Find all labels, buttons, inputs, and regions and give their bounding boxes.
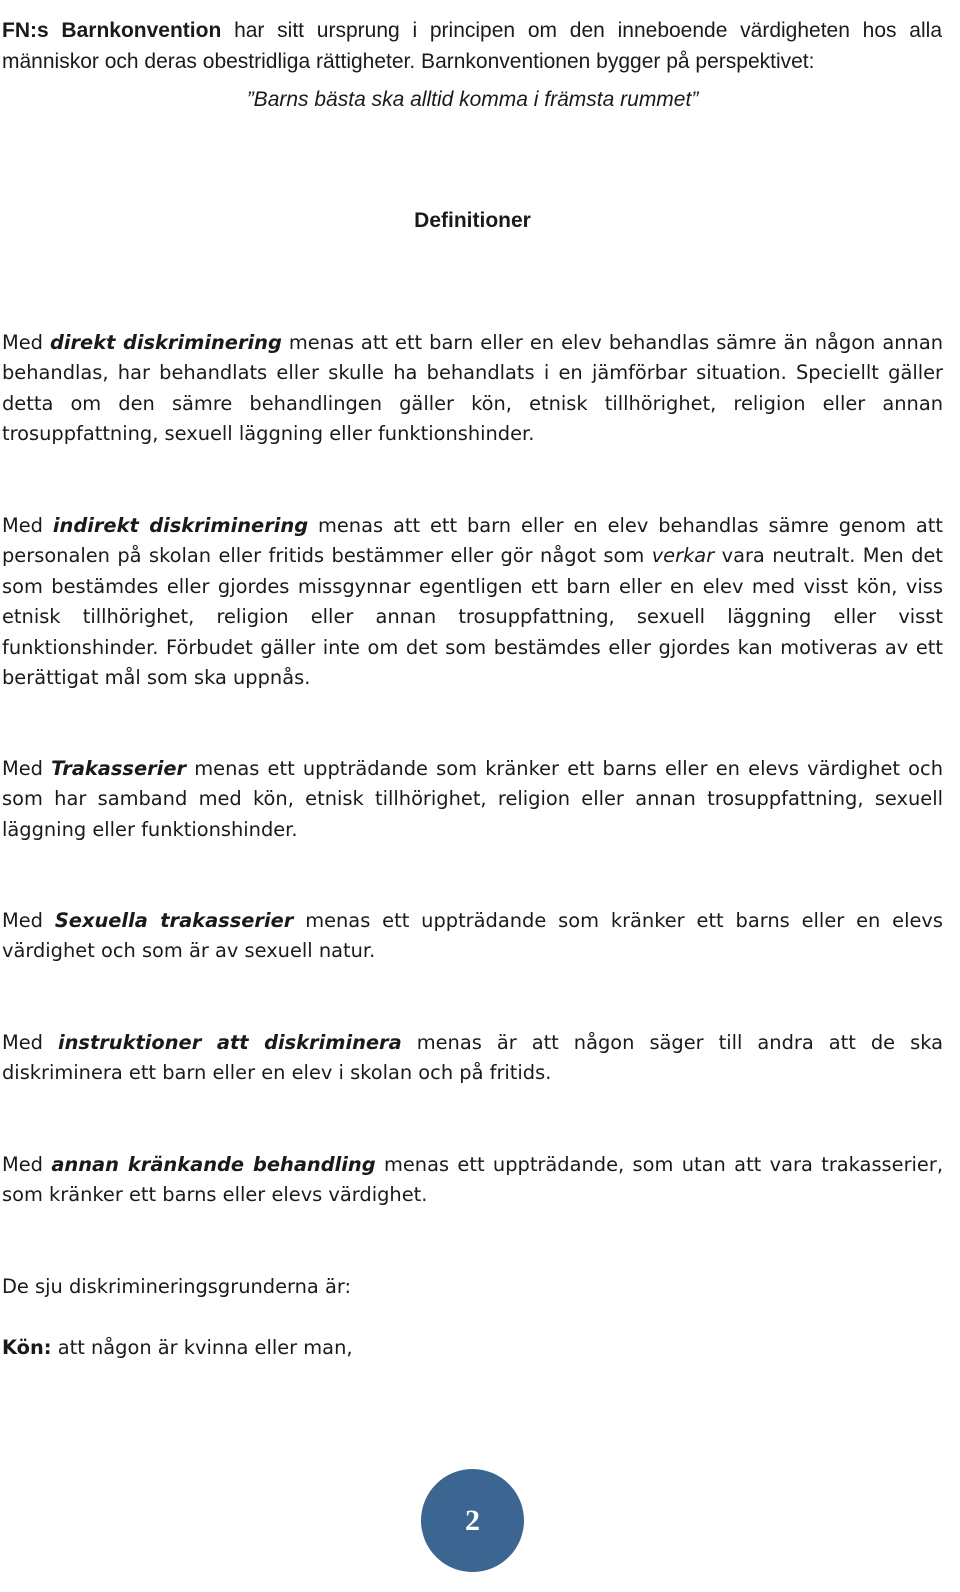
- intro-text: har sitt ursprung i principen om den inneboende värdigheten hos alla människor och deras obestridliga rättigheter. Barnkonventionen bygger på perspektivet:: [2, 19, 942, 73]
- ground-text: att någon är kvinna eller man,: [51, 1336, 353, 1359]
- definition-term: Sexuella trakasserier: [54, 909, 294, 932]
- definition-lead: Med: [2, 514, 53, 537]
- definition-emphasis: verkar: [651, 544, 715, 568]
- definition-term: indirekt diskriminering: [52, 514, 309, 537]
- definition-term: instruktioner att diskriminera: [57, 1031, 402, 1054]
- definition-text: menas att ett barn eller en elev behandlas sämre genom att personalen på skolan eller fritids bestämmer eller gör något som: [2, 514, 943, 568]
- definition-indirect-discrimination: [2, 511, 943, 693]
- definition-text: menas ett uppträdande, som utan att vara trakasserier, som kränker ett barns eller elevs värdighet.: [2, 1153, 943, 1207]
- definition-instructions-to-discriminate: [2, 1028, 943, 1089]
- ground-gender: [2, 1333, 943, 1363]
- intro-paragraph: [2, 15, 942, 77]
- definition-lead: Med: [2, 1031, 58, 1054]
- convention-quote: ”Barns bästa ska alltid komma i främsta rummet”: [246, 88, 699, 111]
- ground-label: Kön:: [2, 1336, 52, 1359]
- section-heading: Definitioner: [414, 209, 531, 232]
- definition-lead: Med: [2, 1153, 52, 1176]
- page-number-badge: [421, 1469, 524, 1572]
- definition-direct-discrimination: [2, 328, 943, 450]
- definition-term: direkt diskriminering: [49, 331, 282, 354]
- definition-term: annan kränkande behandling: [51, 1153, 376, 1176]
- definition-text: menas ett uppträdande som kränker ett barns eller en elevs värdighet och som är av sexuell natur.: [2, 909, 944, 963]
- definition-other-offensive-treatment: [2, 1150, 943, 1211]
- definition-lead: Med: [2, 331, 50, 354]
- definition-sexual-harassment: [2, 906, 943, 967]
- definition-lead: Med: [2, 909, 55, 932]
- grounds-intro: De sju diskrimineringsgrunderna är:: [2, 1275, 352, 1298]
- page-number: 2: [465, 1503, 480, 1537]
- definition-text: menas ett uppträdande som kränker ett barns eller en elevs värdighet och som har samband med kön, etnisk tillhörighet, religion eller annan trosuppfattning, sexuell läggning eller funktionshinder.: [2, 757, 943, 841]
- definition-lead: Med: [2, 757, 52, 780]
- definition-text: menas är att någon säger till andra att de ska diskriminera ett barn eller en elev i skolan och på fritids.: [2, 1031, 943, 1085]
- definition-text: menas att ett barn eller en elev behandlas sämre än någon annan behandlas, har behandlats eller skulle ha behandlats i en jämförbar situation. Speciellt gäller detta om den sämre behandlingen gäller kön, etnisk tillhörighet, religion eller annan trosuppfattning, sexuell läggning eller funktionshinder.: [2, 331, 943, 446]
- definition-term: Trakasserier: [51, 757, 187, 780]
- definition-harassment: [2, 754, 943, 845]
- definition-text-after: vara neutralt. Men det som bestämdes eller gjordes missgynnar egentligen ett barn eller en elev med visst kön, viss etnisk tillhörighet, religion eller annan trosuppfattning, sexuell läggning eller visst funktionshinder. Förbudet gäller inte om det som bestämdes eller gjordes kan motiveras av ett berättigat mål som ska uppnås.: [2, 544, 943, 690]
- intro-bold-lead: FN:s Barnkonvention: [2, 19, 222, 42]
